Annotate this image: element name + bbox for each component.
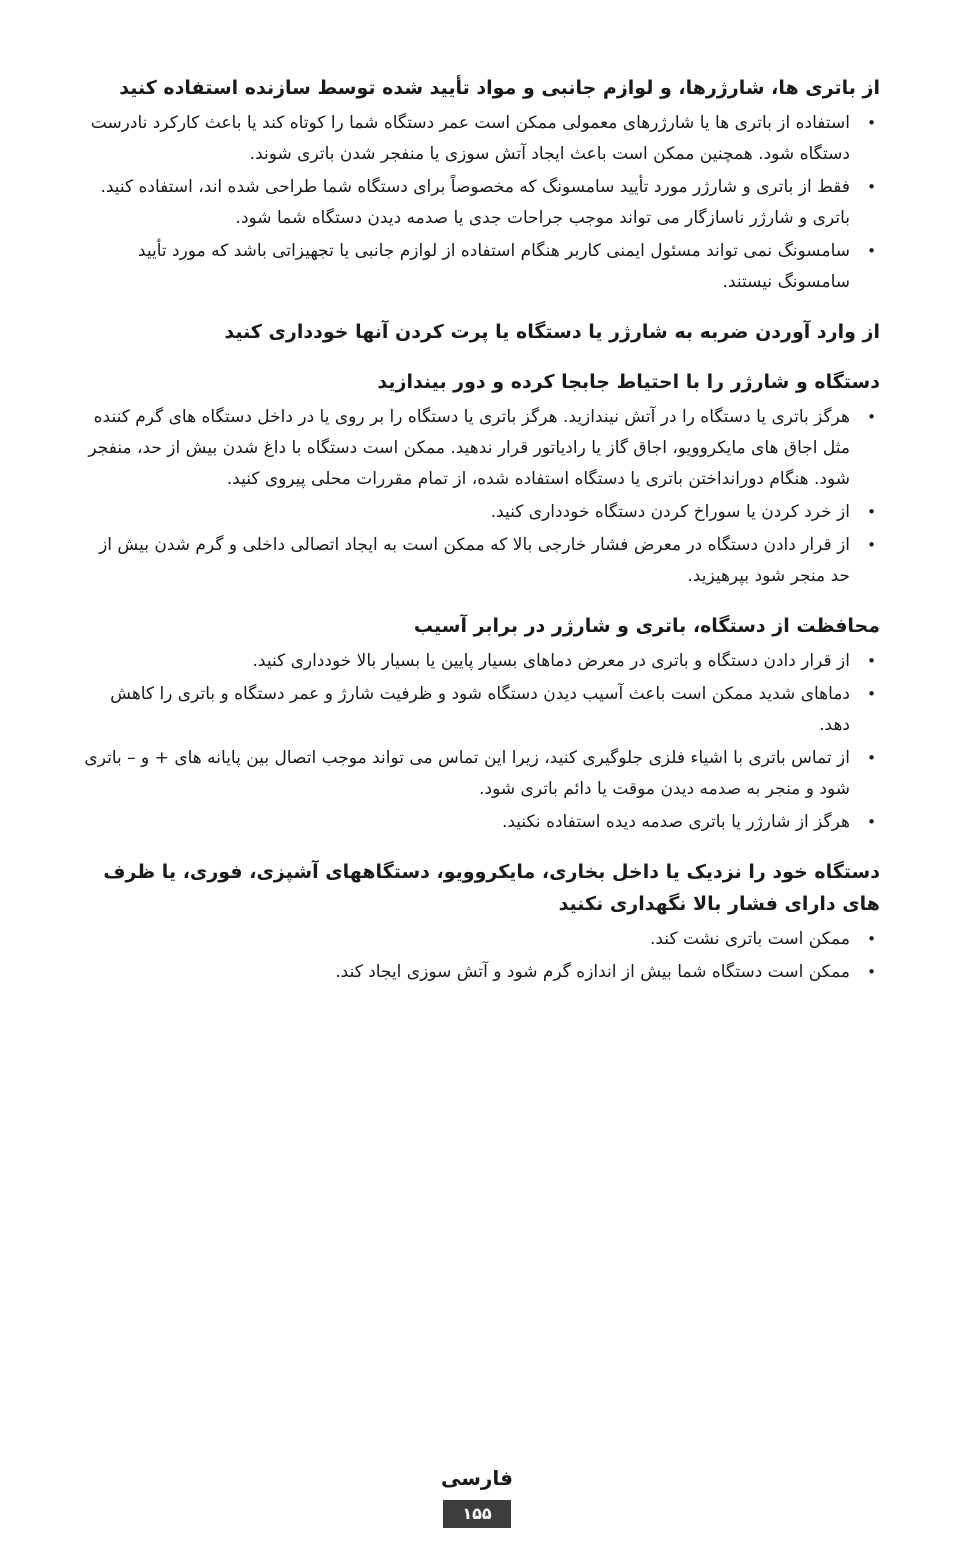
bullet-icon: • (867, 749, 876, 767)
bullet-icon: • (867, 685, 876, 703)
list-item (78, 236, 880, 298)
list-item (78, 807, 880, 838)
list-item (78, 679, 880, 741)
list-item (78, 957, 880, 988)
list-item-text: استفاده از باتری ها یا شارژرهای معمولی ممکن است عمر دستگاه شما را کوتاه کند یا باعث کارکرد نادرست دستگاه شود. همچنین ممکن است باعث ایجاد آتش سوزی یا منفجر شدن باتری شوند. (90, 113, 850, 164)
section-heading: از باتری ها، شارژرها، و لوازم جانبی و مواد تأیید شده توسط سازنده استفاده کنید (119, 77, 880, 99)
list-item (78, 497, 880, 528)
page-number-badge: ۱۵۵ (443, 1500, 511, 1528)
section-heading: دستگاه خود را نزدیک یا داخل بخاری، مایکروویو، دستگاههای آشپزی، فوری، یا ظرف های دارای فشار بالا نگهداری نکنید (103, 861, 880, 915)
list-item (78, 108, 880, 170)
list-item-text: ممکن است باتری نشت کند. (649, 929, 850, 949)
bullet-list (78, 646, 880, 838)
list-item (78, 530, 880, 592)
list-item-text: هرگز باتری یا دستگاه را در آتش نیندازید. هرگز باتری یا دستگاه را بر روی یا در داخل دستگاه های گرم کننده مثل اجاق های مایکروویو، اجاق گاز یا رادیاتور قرار ندهید. ممکن است دستگاه با داغ شدن بیش از حد، منفجر شود. هنگام دورانداختن باتری یا دستگاه استفاده شده، از تمام مقررات محلی پیروی کنید. (88, 407, 850, 489)
list-item (78, 924, 880, 955)
section-approved-batteries (78, 72, 880, 298)
list-item (78, 172, 880, 234)
bullet-list (78, 108, 880, 298)
list-item (78, 402, 880, 495)
bullet-icon: • (867, 114, 876, 132)
bullet-icon: • (867, 178, 876, 196)
bullet-icon: • (867, 408, 876, 426)
bullet-icon: • (867, 503, 876, 521)
list-item-text: دماهای شدید ممکن است باعث آسیب دیدن دستگاه شود و ظرفیت شارژ و عمر دستگاه و باتری را کاهش دهد. (110, 684, 850, 735)
page-footer (0, 1462, 954, 1528)
section-protect-damage (78, 610, 880, 838)
bullet-icon: • (867, 963, 876, 981)
section-heading: از وارد آوردن ضربه به شارژر یا دستگاه یا پرت کردن آنها خودداری کنید (224, 321, 880, 343)
bullet-icon: • (867, 930, 876, 948)
list-item-text: از خرد کردن یا سوراخ کردن دستگاه خودداری کنید. (490, 502, 850, 522)
list-item-text: از قرار دادن دستگاه در معرض فشار خارجی بالا که ممکن است به ایجاد اتصالی داخلی و گرم شدن بیش از حد منجر شود بپرهیزید. (99, 535, 850, 586)
list-item-text: از تماس باتری با اشیاء فلزی جلوگیری کنید، زیرا این تماس می تواند موجب اتصال بین پایانه های + و – باتری شود و منجر به صدمه دیدن موقت یا دائم باتری شود. (84, 748, 850, 799)
list-item (78, 743, 880, 805)
bullet-list (78, 402, 880, 592)
list-item-text: از قرار دادن دستگاه و باتری در معرض دماهای بسیار پایین یا بسیار بالا خودداری کنید. (252, 651, 850, 671)
section-heading: دستگاه و شارژر را با احتیاط جابجا کرده و دور بیندازید (377, 371, 880, 393)
footer-language-label: فارسی (440, 1466, 514, 1490)
list-item-text: سامسونگ نمی تواند مسئول ایمنی کاربر هنگام استفاده از لوازم جانبی یا تجهیزاتی باشد که مورد تأیید سامسونگ نیستند. (137, 241, 850, 292)
section-handle-dispose (78, 366, 880, 592)
list-item (78, 646, 880, 677)
bullet-icon: • (867, 813, 876, 831)
list-item-text: فقط از باتری و شارژر مورد تأیید سامسونگ که مخصوصاً برای دستگاه شما طراحی شده اند، استفاده کنید. باتری و شارژر ناسازگار می تواند موجب جراحات جدی یا صدمه دیدن دستگاه شما شود. (100, 177, 850, 228)
bullet-icon: • (867, 536, 876, 554)
bullet-list (78, 924, 880, 988)
section-heading: محافظت از دستگاه، باتری و شارژر در برابر آسیب (413, 615, 880, 637)
bullet-icon: • (867, 242, 876, 260)
page-content (78, 72, 880, 1006)
section-avoid-impact (78, 316, 880, 348)
bullet-icon: • (867, 652, 876, 670)
section-heat-sources (78, 856, 880, 988)
list-item-text: هرگز از شارژر یا باتری صدمه دیده استفاده نکنید. (501, 812, 850, 832)
list-item-text: ممکن است دستگاه شما بیش از اندازه گرم شود و آتش سوزی ایجاد کند. (335, 962, 850, 982)
